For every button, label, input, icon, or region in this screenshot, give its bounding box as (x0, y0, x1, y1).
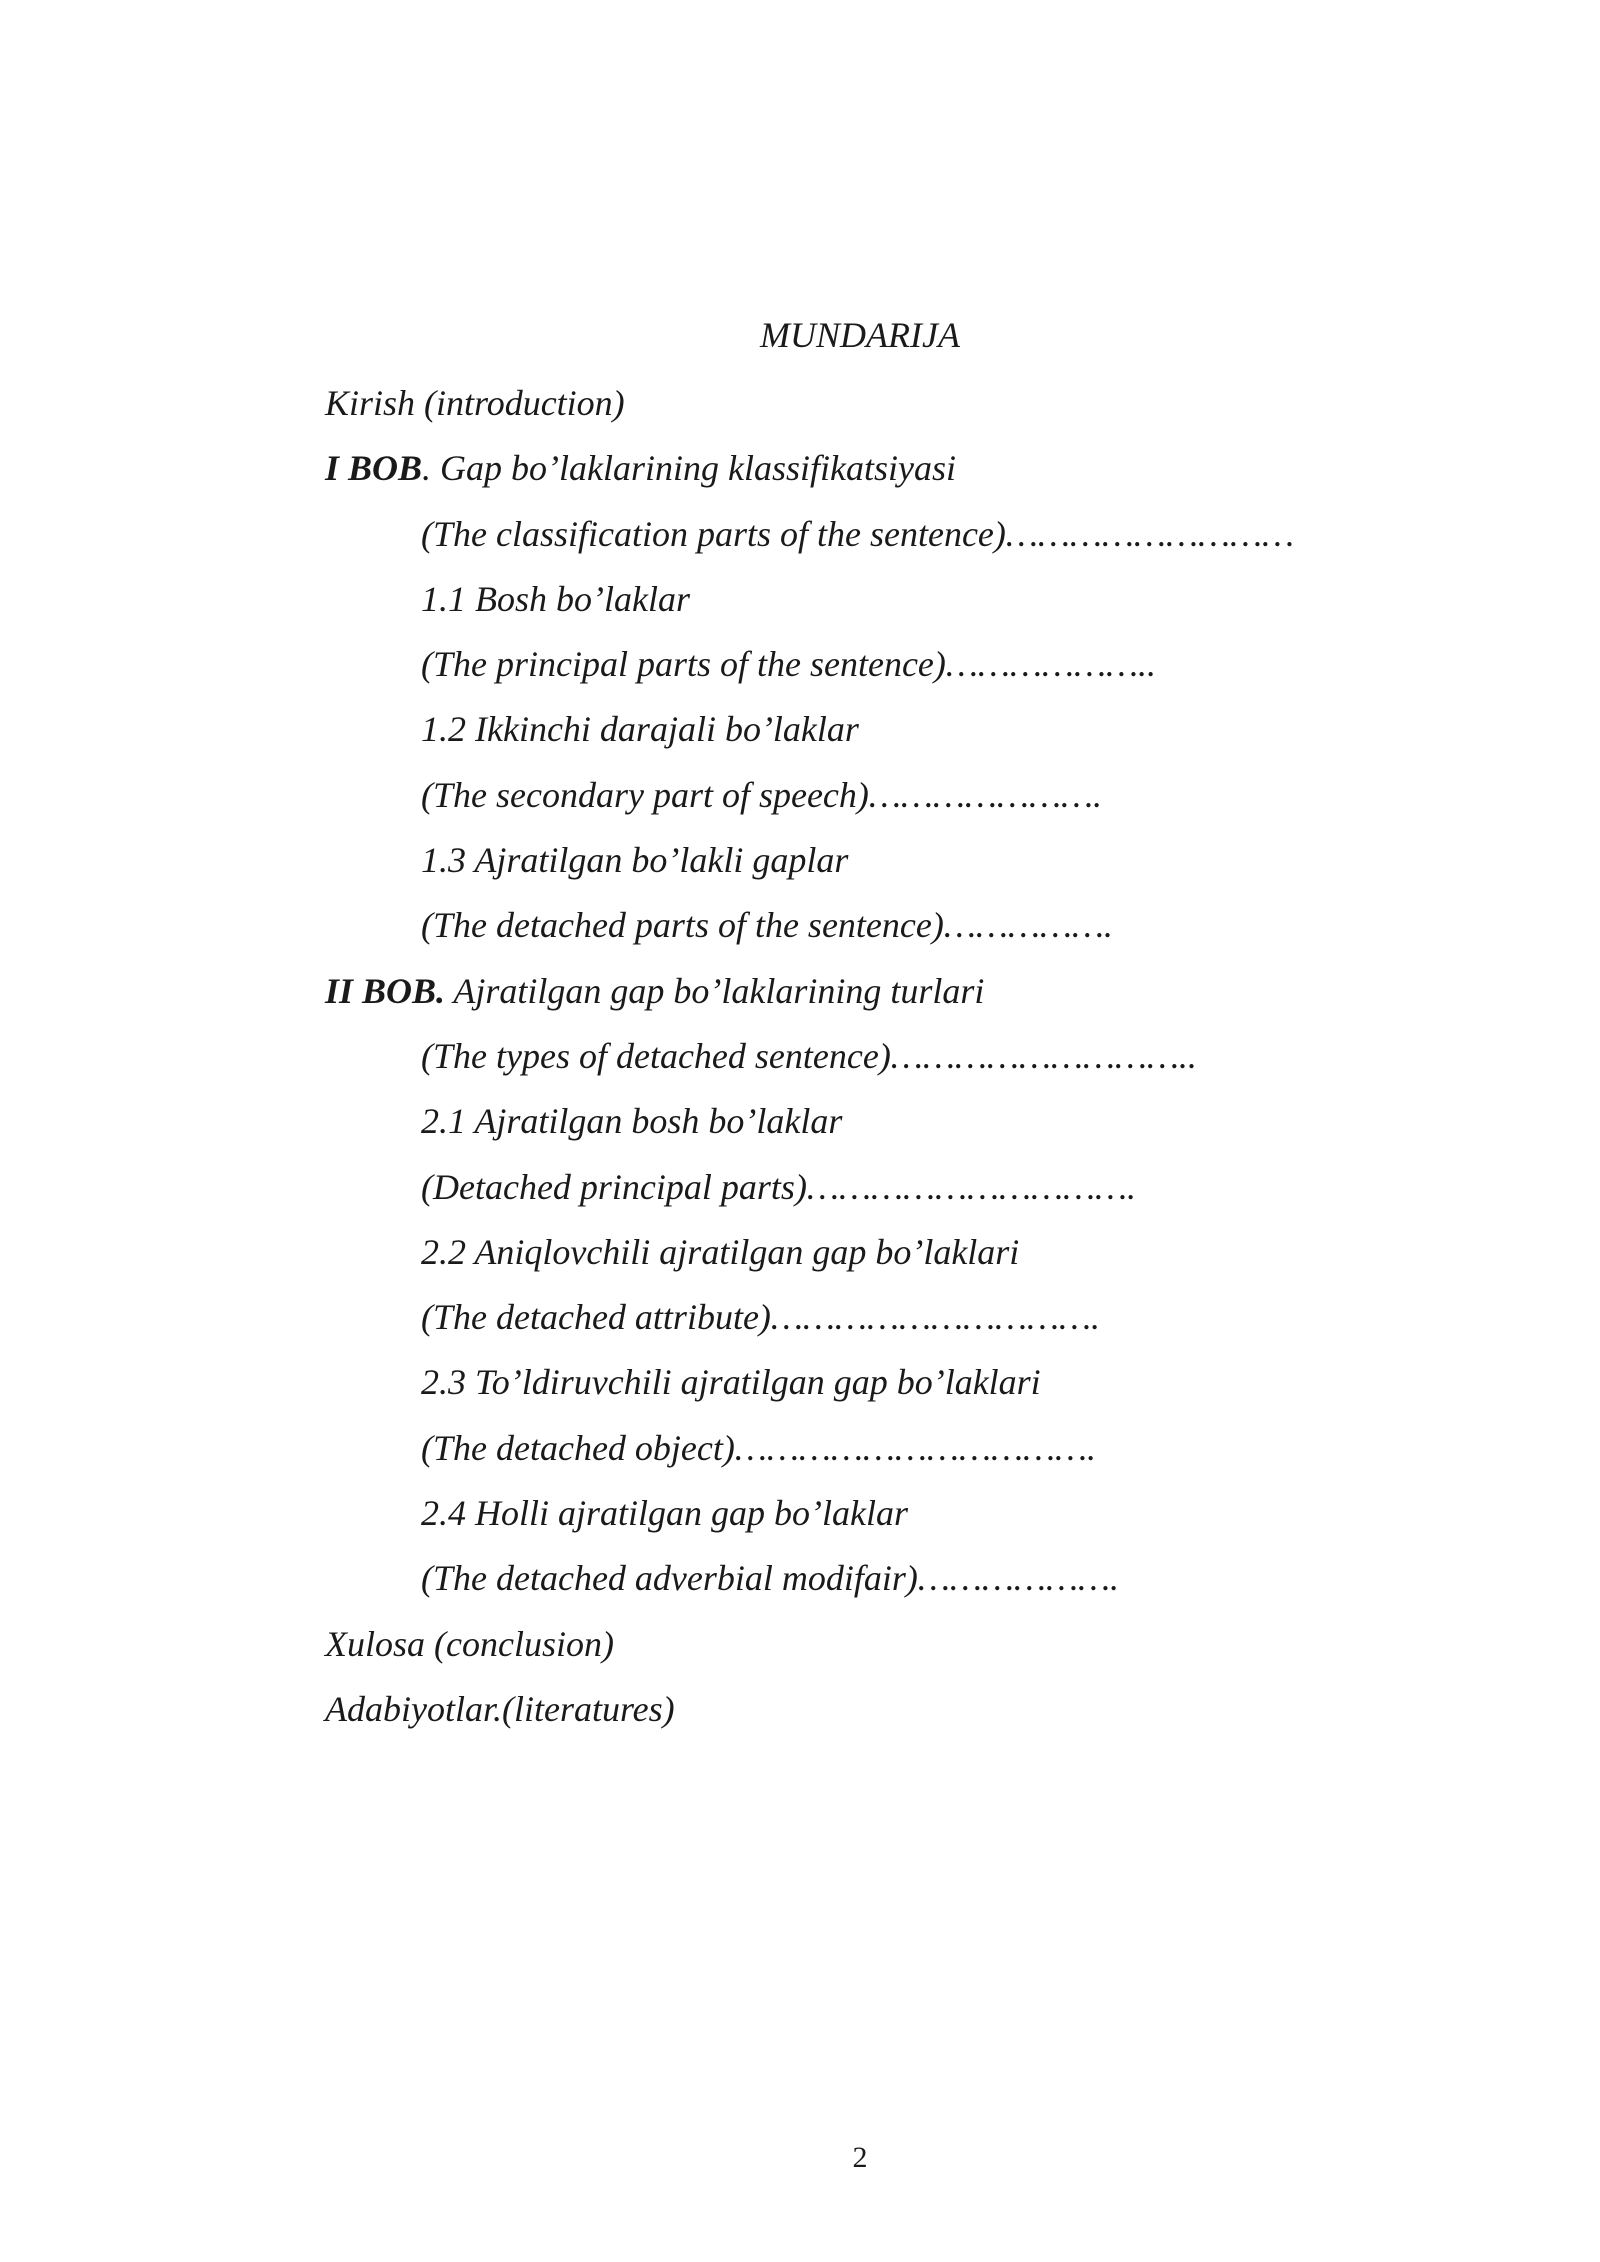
toc-entry-text: 1.1 Bosh bo’laklar (421, 578, 690, 619)
toc-entry-1-2 (325, 697, 1475, 762)
page-number: 2 (852, 2141, 868, 2174)
toc-entry-text: . Gap bo’laklarining klassifikatsiyasi (422, 448, 957, 489)
toc-entry-text: (The detached attribute)…………………………. (421, 1297, 1101, 1338)
toc-entry-text: 2.4 Holli ajratilgan gap bo’laklar (421, 1493, 909, 1534)
toc-entry-chapter-2-english (325, 1024, 1475, 1089)
toc-entry-literatures (325, 1677, 1475, 1742)
toc-entry-1-1-english (325, 632, 1475, 697)
toc-entry-2-4 (325, 1481, 1475, 1546)
toc-entry-text: 2.3 To’ldiruvchili ajratilgan gap bo’laklari (421, 1362, 1041, 1403)
toc-entry-2-3 (325, 1350, 1475, 1415)
toc-entry-text: 2.2 Aniqlovchili ajratilgan gap bo’laklari (421, 1231, 1020, 1272)
toc-entry-2-2-english (325, 1285, 1475, 1350)
toc-entry-2-2 (325, 1220, 1475, 1285)
toc-entry-chapter-2 (325, 959, 1475, 1024)
toc-entry-text: 2.1 Ajratilgan bosh bo’laklar (421, 1101, 843, 1142)
toc-entry-1-1 (325, 567, 1475, 632)
toc-entry-text: (The secondary part of speech)…………………. (421, 774, 1102, 815)
toc-entry-text: Kirish (introduction) (325, 383, 625, 423)
toc-entry-2-3-english (325, 1416, 1475, 1481)
toc-entry-1-3-english (325, 893, 1475, 958)
toc-entry-1-3 (325, 828, 1475, 893)
toc-entry-text: Xulosa (conclusion) (325, 1623, 614, 1664)
toc-entry-conclusion (325, 1612, 1475, 1677)
chapter-label: II BOB. (325, 970, 446, 1011)
toc-entry-text: Adabiyotlar.(literatures) (325, 1688, 675, 1729)
toc-entry-2-4-english (325, 1546, 1475, 1611)
page-title: MUNDARIJA (760, 315, 960, 355)
table-of-contents (325, 371, 1475, 1742)
toc-entry-text: (The detached parts of the sentence)……………. (421, 905, 1113, 946)
toc-entry-text: (The detached adverbial modifair)………………. (421, 1558, 1119, 1599)
toc-entry-text: (The types of detached sentence)……………………….. (421, 1035, 1197, 1076)
toc-entry-introduction (325, 371, 1475, 436)
toc-entry-text: (The principal parts of the sentence)……………….. (421, 644, 1156, 685)
toc-entry-text: 1.2 Ikkinchi darajali bo’laklar (421, 709, 859, 750)
toc-entry-text: (The classification parts of the sentence)……………………… (421, 513, 1294, 554)
toc-entry-text: (Detached principal parts)…………………………. (421, 1166, 1137, 1207)
toc-entry-text: (The detached object)……………………………. (421, 1427, 1096, 1468)
toc-entry-text: 1.3 Ajratilgan bo’lakli gaplar (421, 840, 849, 881)
toc-entry-2-1-english (325, 1155, 1475, 1220)
toc-entry-chapter-1-english (325, 502, 1475, 567)
toc-entry-2-1 (325, 1089, 1475, 1154)
toc-entry-text: Ajratilgan gap bo’laklarining turlari (445, 970, 985, 1011)
toc-entry-1-2-english (325, 763, 1475, 828)
chapter-label: I BOB (325, 448, 423, 489)
toc-entry-chapter-1 (325, 436, 1475, 501)
